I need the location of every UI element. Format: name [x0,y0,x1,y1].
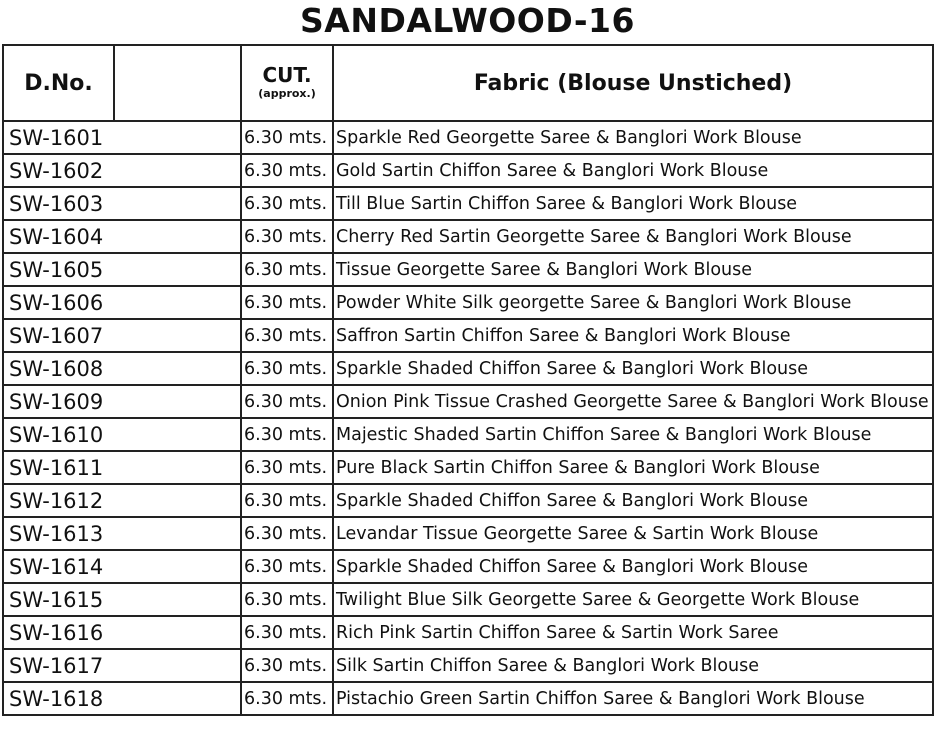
blank-cell [114,649,241,682]
table-row [3,220,933,253]
blank-cell [114,286,241,319]
table-row [3,121,933,154]
cut-length: 6.30 mts. [241,286,333,319]
fabric-description: Till Blue Sartin Chiffon Saree & Banglori Work Blouse [333,187,933,220]
fabric-description: Tissue Georgette Saree & Banglori Work Blouse [333,253,933,286]
table-row [3,187,933,220]
cut-length: 6.30 mts. [241,649,333,682]
blank-cell [114,121,241,154]
design-number: SW-1615 [3,583,114,616]
header-row [3,45,933,121]
design-number: SW-1611 [3,451,114,484]
fabric-description: Majestic Shaded Sartin Chiffon Saree & Banglori Work Blouse [333,418,933,451]
blank-cell [114,154,241,187]
design-number: SW-1612 [3,484,114,517]
cut-length: 6.30 mts. [241,154,333,187]
fabric-description: Sparkle Shaded Chiffon Saree & Banglori Work Blouse [333,352,933,385]
fabric-description: Cherry Red Sartin Georgette Saree & Banglori Work Blouse [333,220,933,253]
table-row [3,649,933,682]
cut-length: 6.30 mts. [241,418,333,451]
design-number: SW-1606 [3,286,114,319]
design-number: SW-1614 [3,550,114,583]
design-number: SW-1602 [3,154,114,187]
fabric-description: Pure Black Sartin Chiffon Saree & Banglori Work Blouse [333,451,933,484]
fabric-description: Sparkle Shaded Chiffon Saree & Banglori Work Blouse [333,550,933,583]
cut-length: 6.30 mts. [241,352,333,385]
blank-cell [114,517,241,550]
fabric-description: Powder White Silk georgette Saree & Banglori Work Blouse [333,286,933,319]
table-row [3,352,933,385]
cut-length: 6.30 mts. [241,550,333,583]
cut-length: 6.30 mts. [241,616,333,649]
design-number: SW-1603 [3,187,114,220]
cut-length: 6.30 mts. [241,187,333,220]
design-number: SW-1601 [3,121,114,154]
table-row [3,319,933,352]
design-number: SW-1610 [3,418,114,451]
table-row [3,451,933,484]
cut-length: 6.30 mts. [241,253,333,286]
design-number: SW-1605 [3,253,114,286]
fabric-description: Levandar Tissue Georgette Saree & Sartin Work Blouse [333,517,933,550]
fabric-description: Twilight Blue Silk Georgette Saree & Georgette Work Blouse [333,583,933,616]
cut-length: 6.30 mts. [241,484,333,517]
fabric-description: Sparkle Red Georgette Saree & Banglori Work Blouse [333,121,933,154]
blank-cell [114,187,241,220]
cut-length: 6.30 mts. [241,220,333,253]
table-row [3,286,933,319]
design-number: SW-1607 [3,319,114,352]
table-row [3,616,933,649]
blank-cell [114,418,241,451]
table-row [3,418,933,451]
blank-cell [114,253,241,286]
blank-cell [114,616,241,649]
design-number: SW-1609 [3,385,114,418]
page-title: SANDALWOOD-16 [300,1,635,40]
cut-length: 6.30 mts. [241,121,333,154]
header-cut [241,45,333,121]
design-number: SW-1618 [3,682,114,715]
table-row [3,550,933,583]
header-cut-label: CUT. [262,63,312,87]
table-row [3,385,933,418]
header-cut-sub: (approx.) [258,87,316,100]
cut-length: 6.30 mts. [241,682,333,715]
table-row [3,682,933,715]
fabric-description: Gold Sartin Chiffon Saree & Banglori Work Blouse [333,154,933,187]
design-number: SW-1613 [3,517,114,550]
header-dno: D.No. [3,45,114,121]
blank-cell [114,682,241,715]
blank-cell [114,352,241,385]
header-fabric: Fabric (Blouse Unstiched) [333,45,933,121]
fabric-description: Rich Pink Sartin Chiffon Saree & Sartin Work Saree [333,616,933,649]
header-blank [114,45,241,121]
design-number: SW-1608 [3,352,114,385]
blank-cell [114,550,241,583]
cut-length: 6.30 mts. [241,319,333,352]
table-row [3,154,933,187]
cut-length: 6.30 mts. [241,517,333,550]
design-number: SW-1616 [3,616,114,649]
fabric-description: Silk Sartin Chiffon Saree & Banglori Work Blouse [333,649,933,682]
table-row [3,253,933,286]
fabric-description: Saffron Sartin Chiffon Saree & Banglori Work Blouse [333,319,933,352]
fabric-description: Sparkle Shaded Chiffon Saree & Banglori Work Blouse [333,484,933,517]
design-number: SW-1604 [3,220,114,253]
blank-cell [114,220,241,253]
blank-cell [114,583,241,616]
table-row [3,583,933,616]
catalog-table [2,44,934,716]
table-row [3,484,933,517]
blank-cell [114,451,241,484]
cut-length: 6.30 mts. [241,583,333,616]
fabric-description: Pistachio Green Sartin Chiffon Saree & Banglori Work Blouse [333,682,933,715]
cut-length: 6.30 mts. [241,451,333,484]
table-row [3,517,933,550]
fabric-description: Onion Pink Tissue Crashed Georgette Saree & Banglori Work Blouse [333,385,933,418]
blank-cell [114,484,241,517]
blank-cell [114,385,241,418]
cut-length: 6.30 mts. [241,385,333,418]
design-number: SW-1617 [3,649,114,682]
blank-cell [114,319,241,352]
